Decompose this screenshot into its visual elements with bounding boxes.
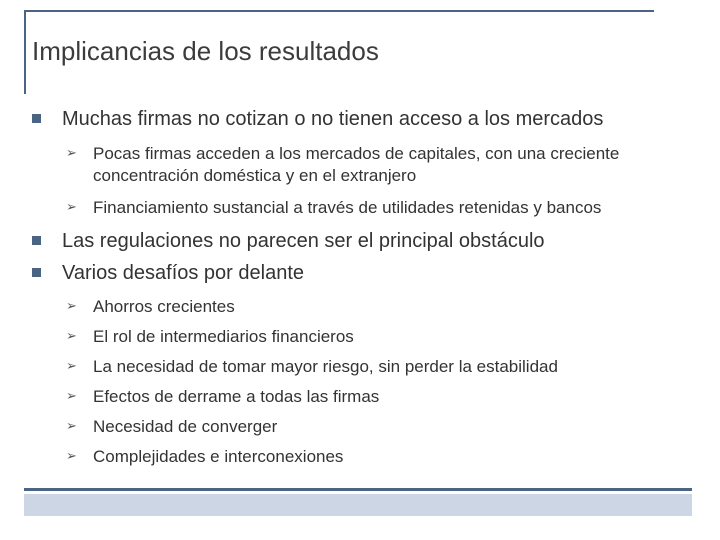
- square-bullet-icon: [32, 268, 41, 277]
- square-bullet-icon: [32, 236, 41, 245]
- footer-bar: [24, 494, 692, 516]
- square-bullet-icon: [32, 114, 41, 123]
- slide-title: Implicancias de los resultados: [32, 36, 379, 66]
- sub-bullet-text: La necesidad de tomar mayor riesgo, sin perder la estabilidad: [93, 357, 558, 376]
- arrowhead-bullet-icon: ➢: [66, 329, 77, 344]
- arrowhead-bullet-icon: ➢: [66, 389, 77, 404]
- bullet-text: Muchas firmas no cotizan o no tienen acceso a los mercados: [62, 108, 604, 130]
- bullet-text: Varios desafíos por delante: [62, 262, 305, 284]
- arrowhead-bullet-icon: ➢: [66, 359, 77, 374]
- bullet-text: Las regulaciones no parecen ser el principal obstáculo: [62, 230, 545, 252]
- arrowhead-bullet-icon: ➢: [66, 299, 77, 314]
- sub-bullet-text: Pocas firmas acceden a los mercados de capitales, con una creciente concentración doméstica y en el extranjero: [93, 144, 620, 185]
- sub-bullet-text: Efectos de derrame a todas las firmas: [93, 387, 380, 406]
- sub-bullet-text: El rol de intermediarios financieros: [93, 327, 354, 346]
- arrowhead-bullet-icon: ➢: [66, 449, 77, 464]
- sub-bullet-text: Financiamiento sustancial a través de utilidades retenidas y bancos: [93, 198, 602, 217]
- sub-bullet-text: Complejidades e interconexiones: [93, 447, 344, 466]
- sub-bullet-text: Necesidad de converger: [93, 417, 278, 436]
- arrowhead-bullet-icon: ➢: [66, 200, 77, 215]
- sub-bullet-text: Ahorros crecientes: [93, 297, 235, 316]
- arrowhead-bullet-icon: ➢: [66, 146, 77, 161]
- footer-divider: [24, 488, 692, 491]
- arrowhead-bullet-icon: ➢: [66, 419, 77, 434]
